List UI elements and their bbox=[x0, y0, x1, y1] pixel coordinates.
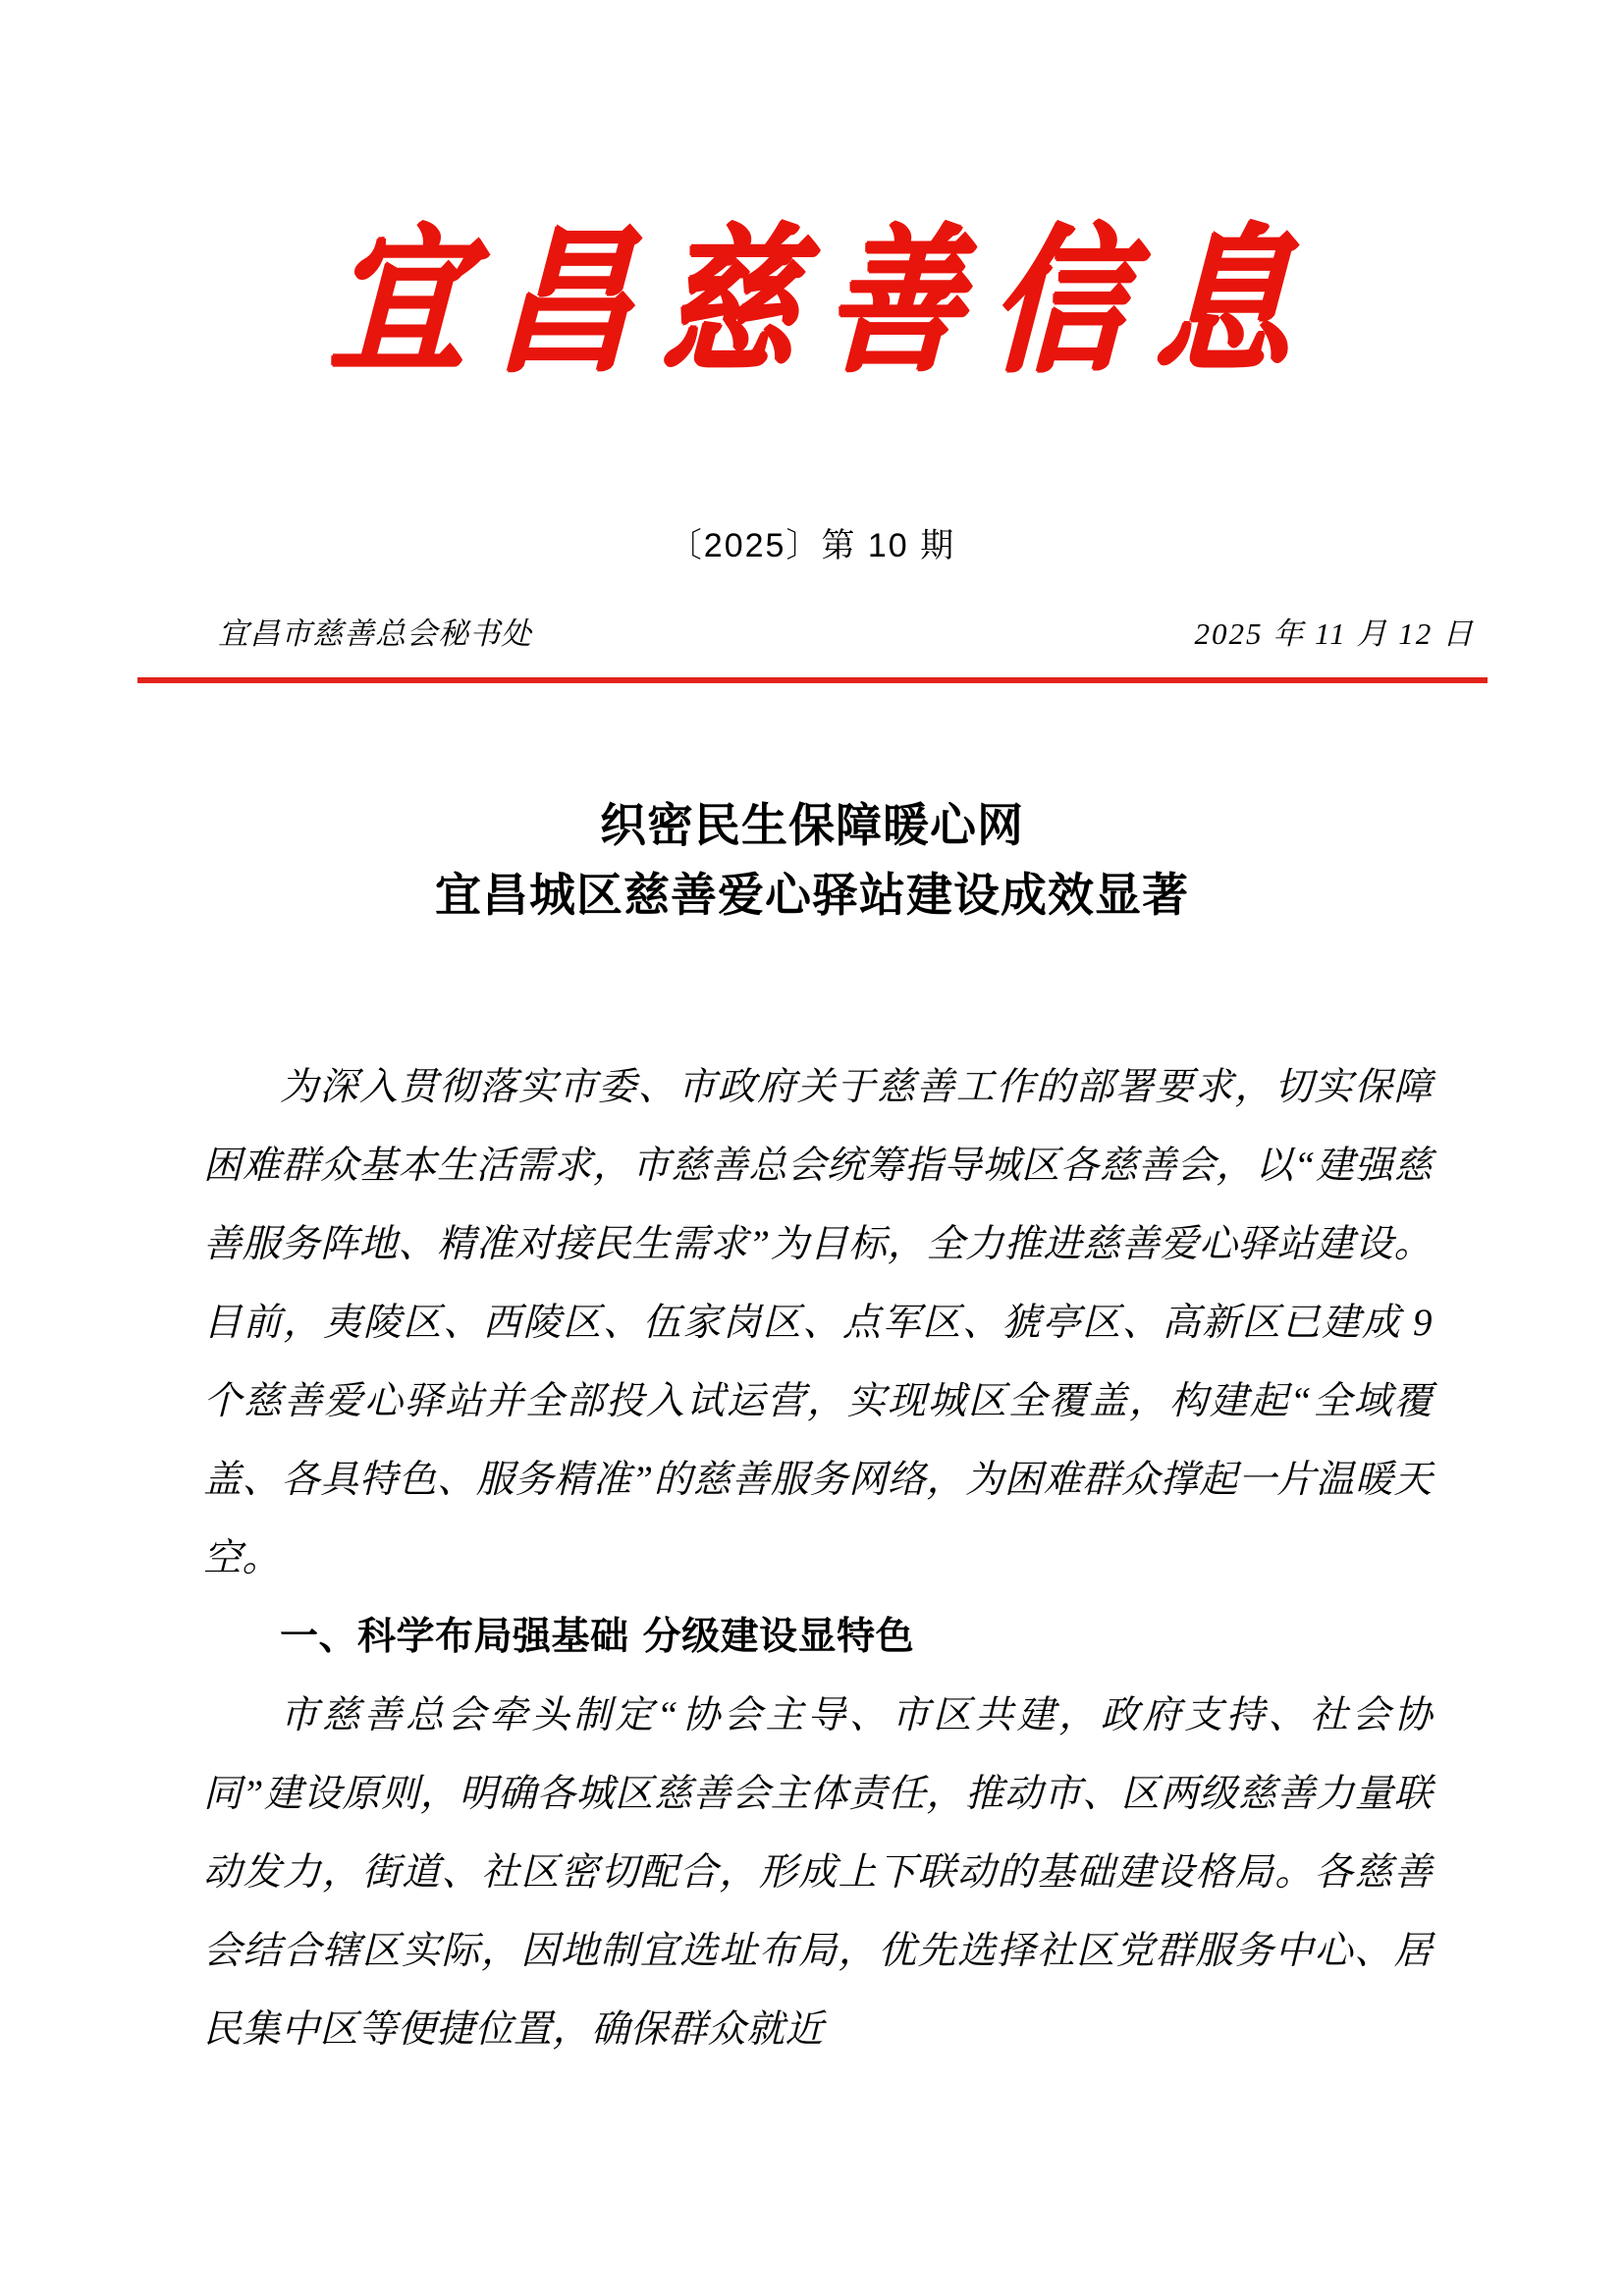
masthead-divider-rule bbox=[137, 677, 1488, 683]
imprint-row bbox=[0, 609, 1624, 658]
article-body bbox=[203, 1048, 1433, 2069]
masthead bbox=[0, 207, 1624, 395]
publisher-name: 宜昌市慈善总会秘书处 bbox=[218, 616, 532, 651]
publication-date: 2025 年 11 月 12 日 bbox=[1194, 616, 1475, 651]
masthead-title: 宜昌慈善信息 bbox=[327, 207, 1326, 395]
article-title-line-1: 织密民生保障暖心网 bbox=[600, 799, 1024, 853]
body-paragraph: 为深入贯彻落实市委、市政府关于慈善工作的部署要求，切实保障困难群众基本生活需求，市慈善总会统筹指导城区各慈善会，以“建强慈善服务阵地、精准对接民生需求”为目标，全力推进慈善爱心驿站建设。目前，夷陵区、西陵区、伍家岗区、点军区、猇亭区、高新区已建成 9 个慈善爱心驿站并全部投入试运营，实现城区全覆盖，构建起“全域覆盖、各具特色、服务精准”的慈善服务网络，为困难群众撑起一片温暖天空。 bbox=[203, 1066, 1433, 1579]
article-title-line-2: 宜昌城区慈善爱心驿站建设成效显著 bbox=[435, 869, 1189, 924]
article-title bbox=[0, 791, 1624, 932]
issue-number-line: 〔2025〕第 10 期 bbox=[668, 527, 956, 564]
section-heading: 一、科学布局强基础 分级建设显特色 bbox=[280, 1615, 915, 1659]
body-paragraph: 市慈善总会牵头制定“协会主导、市区共建，政府支持、社会协同”建设原则，明确各城区慈善会主体责任，推动市、区两级慈善力量联动发力，街道、社区密切配合，形成上下联动的基础建设格局。各慈善会结合辖区实际，因地制宜选址布局，优先选择社区党群服务中心、居民集中区等便捷位置，确保群众就近 bbox=[203, 1694, 1433, 2051]
